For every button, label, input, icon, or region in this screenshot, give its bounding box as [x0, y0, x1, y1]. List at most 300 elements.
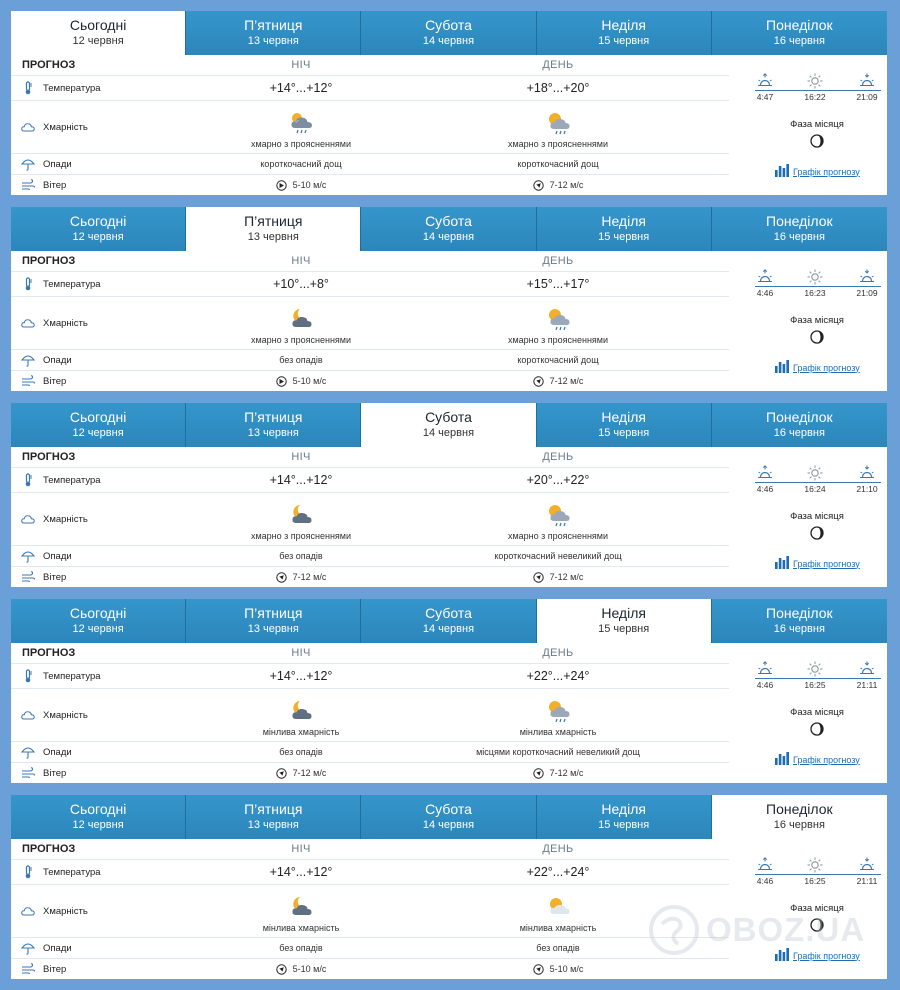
sunrise-item [747, 465, 783, 494]
sunset-icon [849, 661, 885, 675]
temperature-label: Температура [43, 474, 101, 486]
forecast-graph-link[interactable] [775, 752, 860, 767]
sun-cloud-icon [545, 894, 571, 920]
sunset-item [849, 661, 885, 690]
sunrise-icon [747, 465, 783, 479]
sunset-time: 21:09 [856, 288, 878, 298]
night-wind: 5-10 м/с [292, 964, 327, 974]
tab-day[interactable] [186, 207, 361, 251]
precipitation-label: Опади [43, 550, 72, 562]
day-length: 16:25 [804, 680, 826, 690]
temperature-row [11, 664, 729, 689]
day-temperature: +22°...+24° [526, 865, 590, 879]
cloudiness-row [11, 885, 729, 938]
precipitation-row [11, 938, 729, 959]
night-wind: 5-10 м/с [292, 376, 327, 386]
wind-label: Вітер [43, 179, 67, 191]
cloudiness-label: Хмарність [43, 121, 88, 133]
moon-phase-label: Фаза місяця [790, 707, 844, 718]
tab-day-date: 16 червня [773, 819, 825, 831]
tab-day[interactable] [186, 795, 361, 839]
tab-day-name: Понеділок [766, 17, 833, 33]
tab-day-name: Неділя [601, 213, 646, 229]
sun-times [753, 661, 881, 691]
tab-day[interactable] [11, 11, 186, 55]
tab-day-date: 14 червня [422, 819, 475, 831]
sunrise-time: 4:47 [756, 92, 774, 102]
moon-phase-icon [810, 722, 824, 741]
tab-day-name: Неділя [601, 17, 646, 33]
tab-day-name: Понеділок [766, 605, 833, 621]
graph-link-label: Графік прогнозу [793, 950, 860, 961]
forecast-graph-link[interactable] [775, 556, 860, 571]
day-heading: ДЕНЬ [542, 255, 574, 267]
day-precipitation: короткочасний невеликий дощ [494, 551, 622, 561]
wind-icon [21, 374, 35, 388]
night-cloudiness: хмарно з проясненнями [250, 531, 352, 541]
cloudiness-label: Хмарність [43, 513, 88, 525]
sunrise-item [747, 73, 783, 102]
sunset-time: 21:09 [856, 92, 878, 102]
night-cloudiness: хмарно з проясненнями [250, 335, 352, 345]
night-temperature: +14°...+12° [269, 669, 333, 683]
cloudiness-row [11, 493, 729, 546]
cloud-icon [21, 904, 35, 918]
day-temperature: +20°...+22° [526, 473, 590, 487]
moon-phase-icon [810, 526, 824, 545]
wind-east-icon [276, 180, 287, 191]
sunset-time: 21:11 [856, 680, 878, 690]
wind-row [11, 175, 729, 195]
precipitation-label: Опади [43, 942, 72, 954]
sun-moon-panel [749, 55, 887, 195]
night-wind: 7-12 м/с [292, 572, 327, 582]
night-cloudiness: мінлива хмарність [262, 727, 340, 737]
tab-day-date: 15 червня [598, 623, 650, 635]
wind-northeast-icon [533, 768, 544, 779]
day-tabs [11, 207, 887, 251]
day-precipitation: короткочасний дощ [517, 355, 599, 365]
tab-day[interactable] [537, 11, 712, 55]
tab-day-name: Субота [425, 605, 472, 621]
day-precipitation: місцями короткочасний невеликий дощ [476, 747, 640, 757]
moon-cloud-icon [288, 698, 314, 724]
tab-day-date: 15 червня [598, 231, 650, 243]
forecast-panel [11, 599, 887, 783]
cloud-icon [21, 316, 35, 330]
tab-day-date: 13 червня [247, 231, 299, 243]
day-heading: ДЕНЬ [542, 451, 574, 463]
sun-times [753, 73, 881, 103]
tab-day-date: 16 червня [773, 35, 825, 47]
wind-northeast-icon [533, 572, 544, 583]
wind-east-icon [276, 376, 287, 387]
wind-row [11, 763, 729, 783]
tab-day-name: Сьогодні [69, 801, 127, 817]
wind-label: Вітер [43, 571, 67, 583]
precipitation-label: Опади [43, 354, 72, 366]
cloud-icon [21, 708, 35, 722]
moon-phase-label: Фаза місяця [790, 511, 844, 522]
forecast-graph-link[interactable] [775, 164, 860, 179]
header-row [11, 251, 729, 272]
night-wind: 5-10 м/с [292, 180, 327, 190]
graph-link-label: Графік прогнозу [793, 558, 860, 569]
cloudiness-label: Хмарність [43, 905, 88, 917]
cloudiness-row [11, 297, 729, 350]
forecast-table [11, 447, 729, 587]
tab-day[interactable] [11, 207, 186, 251]
sunset-time: 21:11 [856, 876, 878, 886]
tab-day-date: 15 червня [598, 819, 650, 831]
sunrise-icon [747, 661, 783, 675]
sunrise-icon [747, 857, 783, 871]
tab-day-name: Сьогодні [69, 605, 127, 621]
sunrise-icon [747, 269, 783, 283]
sunset-icon [849, 465, 885, 479]
night-temperature: +14°...+12° [269, 865, 333, 879]
globe-logo-icon [648, 904, 700, 956]
umbrella-icon [21, 941, 35, 955]
tab-day[interactable] [712, 207, 887, 251]
wind-icon [21, 766, 35, 780]
graph-link-label: Графік прогнозу [793, 362, 860, 373]
sunrise-time: 4:46 [756, 288, 774, 298]
precipitation-row [11, 546, 729, 567]
tab-day[interactable] [361, 795, 536, 839]
thermometer-icon [21, 865, 35, 879]
tab-day[interactable] [11, 795, 186, 839]
day-temperature: +22°...+24° [526, 669, 590, 683]
moon-phase-label: Фаза місяця [790, 315, 844, 326]
tab-day[interactable] [712, 599, 887, 643]
thermometer-icon [21, 277, 35, 291]
wind-label: Вітер [43, 375, 67, 387]
temperature-label: Температура [43, 82, 101, 94]
night-heading: НІЧ [291, 843, 311, 855]
temperature-row [11, 468, 729, 493]
wind-icon [21, 962, 35, 976]
wind-northeast-icon [533, 180, 544, 191]
tab-day-date: 16 червня [773, 623, 825, 635]
night-temperature: +14°...+12° [269, 473, 333, 487]
sun-icon [797, 857, 833, 873]
tab-day-name: Неділя [601, 409, 646, 425]
tab-day[interactable] [361, 11, 536, 55]
sunrise-time: 4:46 [756, 484, 774, 494]
day-cloudiness: мінлива хмарність [519, 727, 597, 737]
sun-cloud-rain-icon [545, 110, 571, 136]
header-row [11, 55, 729, 76]
tab-day-name: Сьогодні [69, 213, 127, 229]
umbrella-icon [21, 745, 35, 759]
tab-day[interactable] [537, 795, 712, 839]
wind-row [11, 959, 729, 979]
tab-day-date: 12 червня [72, 231, 124, 243]
moon-phase-label: Фаза місяця [790, 903, 844, 914]
graph-link-label: Графік прогнозу [793, 754, 860, 765]
wind-northeast-icon [276, 964, 287, 975]
sunset-icon [849, 73, 885, 87]
temperature-row [11, 76, 729, 101]
sunrise-icon [747, 73, 783, 87]
sun-times [753, 857, 881, 887]
moon-phase-label: Фаза місяця [790, 119, 844, 130]
tab-day-date: 13 червня [247, 35, 299, 47]
forecast-heading: ПРОГНОЗ [22, 843, 76, 855]
tab-day[interactable] [186, 11, 361, 55]
tab-day[interactable] [186, 403, 361, 447]
tab-day-date: 15 червня [598, 35, 650, 47]
temperature-label: Температура [43, 866, 101, 878]
tab-day[interactable] [537, 207, 712, 251]
wind-label: Вітер [43, 963, 67, 975]
cloudiness-label: Хмарність [43, 317, 88, 329]
tab-day-date: 13 червня [247, 623, 299, 635]
wind-northeast-icon [533, 376, 544, 387]
day-precipitation: без опадів [536, 943, 580, 953]
wind-label: Вітер [43, 767, 67, 779]
header-row [11, 447, 729, 468]
forecast-panel [11, 403, 887, 587]
tab-day-name: П’ятниця [244, 409, 303, 425]
day-cloudiness: мінлива хмарність [519, 923, 597, 933]
sun-icon [797, 661, 833, 677]
sun-cloud-rain-icon [545, 502, 571, 528]
tab-day[interactable] [537, 403, 712, 447]
wind-northeast-icon [276, 768, 287, 779]
sun-moon-panel [749, 447, 887, 587]
sunset-item [849, 269, 885, 298]
tab-day-name: П’ятниця [244, 17, 303, 33]
sunset-icon [849, 857, 885, 871]
tab-day-name: Понеділок [766, 801, 833, 817]
tab-day-date: 12 червня [72, 427, 124, 439]
temperature-row [11, 860, 729, 885]
precipitation-row [11, 350, 729, 371]
day-heading: ДЕНЬ [542, 843, 574, 855]
graph-link-label: Графік прогнозу [793, 166, 860, 177]
moon-cloud-icon [288, 502, 314, 528]
bar-chart-icon [775, 556, 793, 571]
thermometer-icon [21, 81, 35, 95]
forecast-graph-link[interactable] [775, 360, 860, 375]
night-heading: НІЧ [291, 255, 311, 267]
day-tabs [11, 795, 887, 839]
sunrise-item [747, 269, 783, 298]
tab-day-date: 13 червня [247, 819, 299, 831]
tab-day-date: 12 червня [72, 623, 124, 635]
bar-chart-icon [775, 752, 793, 767]
day-precipitation: короткочасний дощ [517, 159, 599, 169]
thermometer-icon [21, 473, 35, 487]
day-heading: ДЕНЬ [542, 647, 574, 659]
watermark-text: OBOZ.UA [706, 911, 866, 948]
precipitation-label: Опади [43, 158, 72, 170]
umbrella-icon [21, 353, 35, 367]
tab-day[interactable] [712, 11, 887, 55]
day-temperature: +15°...+17° [526, 277, 590, 291]
tab-day-name: Понеділок [766, 213, 833, 229]
cloudiness-row [11, 101, 729, 154]
tab-day[interactable] [186, 599, 361, 643]
wind-row [11, 371, 729, 391]
sun-moon-panel [749, 643, 887, 783]
night-cloudiness: мінлива хмарність [262, 923, 340, 933]
wind-row [11, 567, 729, 587]
day-tabs [11, 11, 887, 55]
bar-chart-icon [775, 164, 793, 179]
night-heading: НІЧ [291, 647, 311, 659]
sunset-icon [849, 269, 885, 283]
wind-northeast-icon [276, 572, 287, 583]
daylength-item [797, 661, 833, 690]
day-wind: 7-12 м/с [549, 180, 584, 190]
forecast-table [11, 55, 729, 195]
cloud-icon [21, 512, 35, 526]
tab-day[interactable] [712, 795, 887, 839]
sun-icon [797, 269, 833, 285]
sunrise-item [747, 661, 783, 690]
tab-day-date: 12 червня [72, 35, 124, 47]
thermometer-icon [21, 669, 35, 683]
sunset-item [849, 465, 885, 494]
tab-day-name: Сьогодні [69, 409, 127, 425]
moon-phase-icon [810, 330, 824, 349]
tab-day-name: П’ятниця [244, 801, 303, 817]
tab-day-date: 15 червня [598, 427, 650, 439]
day-length: 16:22 [804, 92, 826, 102]
tab-day-name: Субота [425, 409, 472, 425]
tab-day-date: 12 червня [72, 819, 124, 831]
day-cloudiness: хмарно з проясненнями [507, 531, 609, 541]
sunrise-time: 4:46 [756, 680, 774, 690]
forecast-table [11, 251, 729, 391]
cloudiness-row [11, 689, 729, 742]
moon-cloud-icon [288, 894, 314, 920]
temperature-label: Температура [43, 670, 101, 682]
tab-day-date: 13 червня [247, 427, 299, 439]
wind-northeast-icon [533, 964, 544, 975]
cloud-icon [21, 120, 35, 134]
umbrella-icon [21, 549, 35, 563]
sunset-item [849, 857, 885, 886]
sun-times [753, 465, 881, 495]
cloudiness-label: Хмарність [43, 709, 88, 721]
tab-day[interactable] [11, 599, 186, 643]
day-wind: 7-12 м/с [549, 376, 584, 386]
tab-day[interactable] [537, 599, 712, 643]
night-temperature: +10°...+8° [273, 277, 329, 291]
daylength-item [797, 269, 833, 298]
tab-day-date: 14 червня [422, 427, 475, 439]
forecast-table [11, 839, 729, 979]
tab-day[interactable] [11, 403, 186, 447]
sunset-time: 21:10 [856, 484, 878, 494]
tab-day[interactable] [361, 599, 536, 643]
tab-day-name: Субота [425, 801, 472, 817]
night-cloudiness: хмарно з проясненнями [250, 139, 352, 149]
day-tabs [11, 403, 887, 447]
sun-icon [797, 73, 833, 89]
header-row [11, 643, 729, 664]
sun-times [753, 269, 881, 299]
temperature-label: Температура [43, 278, 101, 290]
night-temperature: +14°...+12° [269, 81, 333, 95]
watermark [648, 904, 865, 956]
forecast-heading: ПРОГНОЗ [22, 59, 76, 71]
night-precipitation: без опадів [279, 355, 323, 365]
sun-cloud-rain-icon [545, 306, 571, 332]
night-precipitation: без опадів [279, 943, 323, 953]
day-wind: 7-12 м/с [549, 768, 584, 778]
tab-day-date: 14 червня [422, 35, 475, 47]
umbrella-icon [21, 157, 35, 171]
tab-day-name: Неділя [601, 605, 646, 621]
tab-day-name: П’ятниця [244, 213, 303, 229]
cloud-rain-icon [288, 110, 314, 136]
sun-icon [797, 465, 833, 481]
night-heading: НІЧ [291, 59, 311, 71]
sun-cloud-rain-icon [545, 698, 571, 724]
tab-day-date: 14 червня [422, 231, 475, 243]
tab-day-name: Неділя [601, 801, 646, 817]
wind-icon [21, 570, 35, 584]
day-temperature: +18°...+20° [526, 81, 590, 95]
precipitation-label: Опади [43, 746, 72, 758]
tab-day-date: 16 червня [773, 231, 825, 243]
day-length: 16:23 [804, 288, 826, 298]
forecast-heading: ПРОГНОЗ [22, 451, 76, 463]
precipitation-row [11, 742, 729, 763]
tab-day[interactable] [712, 403, 887, 447]
tab-day-name: П’ятниця [244, 605, 303, 621]
header-row [11, 839, 729, 860]
sun-moon-panel [749, 251, 887, 391]
tab-day[interactable] [361, 403, 536, 447]
day-tabs [11, 599, 887, 643]
sunrise-time: 4:46 [756, 876, 774, 886]
moon-cloud-icon [288, 306, 314, 332]
night-heading: НІЧ [291, 451, 311, 463]
moon-phase-icon [810, 134, 824, 153]
wind-icon [21, 178, 35, 192]
sunrise-item [747, 857, 783, 886]
day-wind: 5-10 м/с [549, 964, 584, 974]
forecast-panel [11, 207, 887, 391]
forecast-heading: ПРОГНОЗ [22, 255, 76, 267]
night-precipitation: без опадів [279, 747, 323, 757]
tab-day-name: Сьогодні [69, 17, 127, 33]
temperature-row [11, 272, 729, 297]
forecast-panel [11, 11, 887, 195]
forecast-table [11, 643, 729, 783]
tab-day-name: Понеділок [766, 409, 833, 425]
day-wind: 7-12 м/с [549, 572, 584, 582]
tab-day-date: 14 червня [422, 623, 475, 635]
tab-day[interactable] [361, 207, 536, 251]
sunset-item [849, 73, 885, 102]
day-length: 16:24 [804, 484, 826, 494]
bar-chart-icon [775, 360, 793, 375]
daylength-item [797, 857, 833, 886]
night-precipitation: короткочасний дощ [260, 159, 342, 169]
day-heading: ДЕНЬ [542, 59, 574, 71]
day-cloudiness: хмарно з проясненнями [507, 335, 609, 345]
tab-day-name: Субота [425, 17, 472, 33]
precipitation-row [11, 154, 729, 175]
day-length: 16:25 [804, 876, 826, 886]
